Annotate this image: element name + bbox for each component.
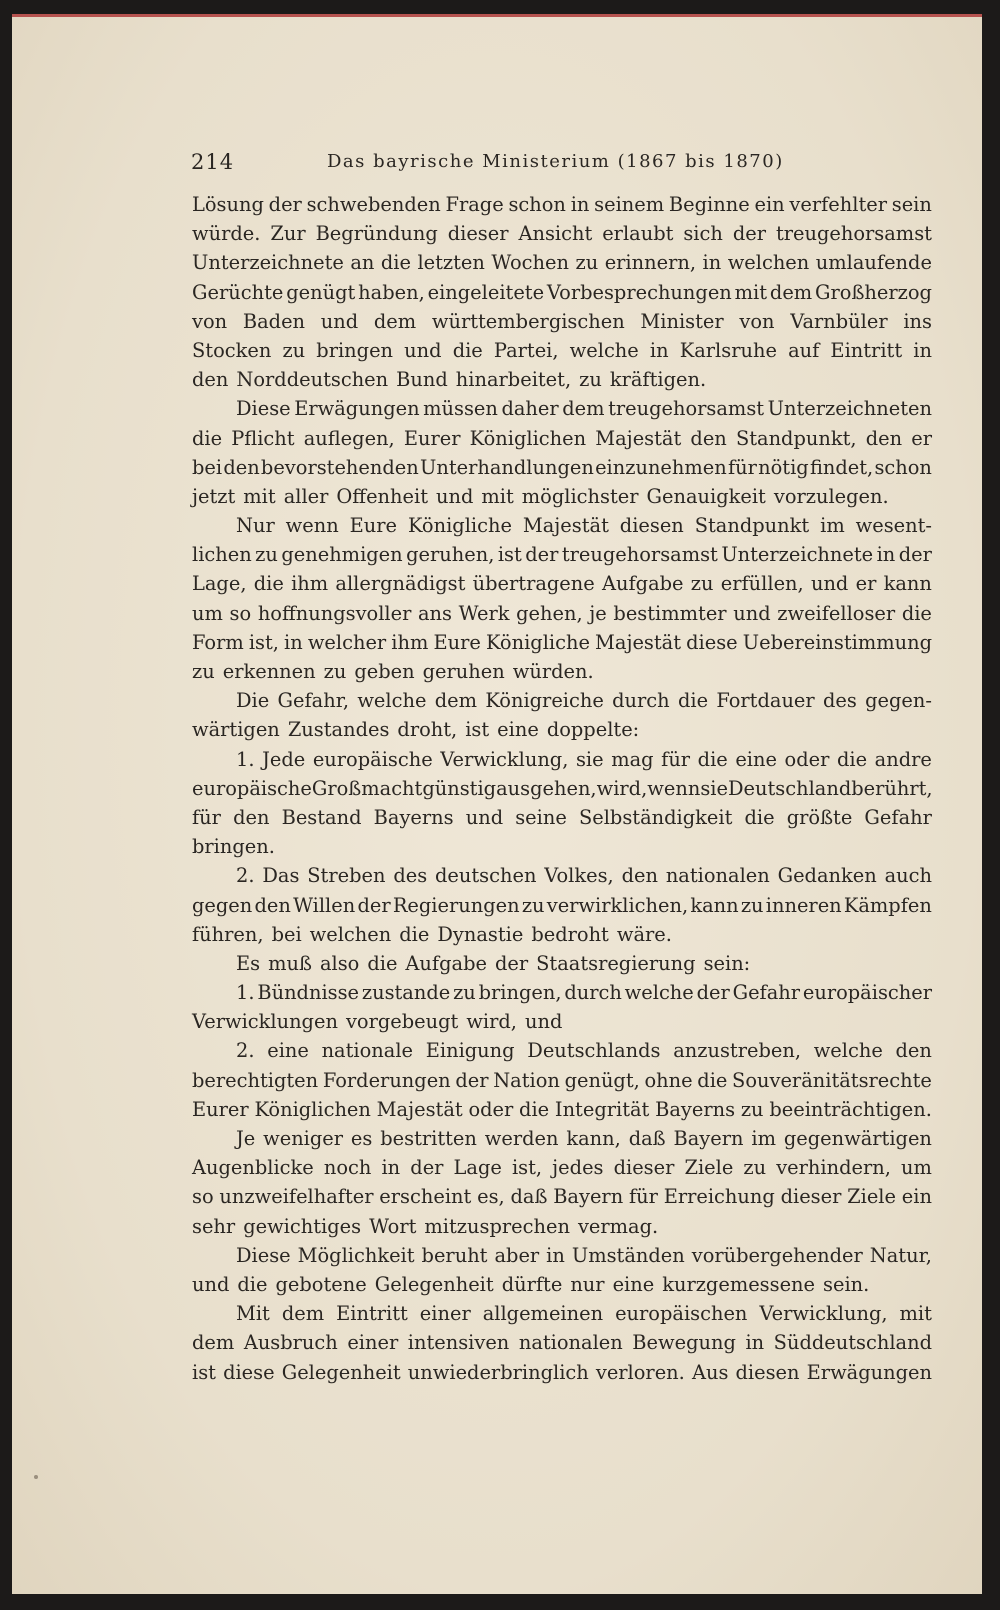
text-line: 2. eine nationale Einigung Deutschlands anzustreben, welche den [236, 1039, 932, 1063]
text-line: europäische Großmacht günstig ausgehen, wird, wenn sie Deutschland berührt, [192, 776, 933, 800]
paper-speck [34, 1475, 38, 1479]
text-line: zu erkennen zu geben geruhen würden. [192, 660, 594, 683]
text-line: Unterzeichnete an die letzten Wochen zu erinnern, in welchen umlaufende [192, 251, 932, 275]
body-text [192, 190, 932, 1387]
text-line: Je weniger es bestritten werden kann, daß Bayern im gegenwärtigen [236, 1127, 932, 1150]
text-line: sehr gewichtiges Wort mitzusprechen vermag. [192, 1214, 659, 1238]
text-line: Lage, die ihm allergnädigst übertragene Aufgabe zu erfüllen, und er kann [192, 572, 932, 596]
text-line: um so hoffnungsvoller ans Werk gehen, je bestimmter und zweifelloser die [192, 601, 932, 625]
page-header [181, 148, 941, 178]
text-line: dem Ausbruch einer intensiven nationalen Bewegung in Süddeutschland [192, 1331, 932, 1355]
text-line: berechtigten Forderungen der Nation genügt, ohne die Souveränitätsrechte [192, 1068, 932, 1092]
text-line: lichen zu genehmigen geruhen, ist der treugehorsamst Unterzeichnete in der [192, 543, 932, 567]
text-line: Form ist, in welcher ihm Eure Königliche Majestät diese Uebereinstimmung [192, 630, 932, 654]
text-line: 1. Jede europäische Verwicklung, sie mag für die eine oder die andre [236, 747, 932, 771]
running-title: Das bayrische Ministerium (1867 bis 1870) [327, 151, 784, 172]
text-line: bei den bevorstehenden Unterhandlungen einzunehmen für nötig findet, schon [192, 455, 932, 479]
page-number: 214 [191, 150, 235, 174]
text-line: gegen den Willen der Regierungen zu verwirklichen, kann zu inneren Kämpfen [192, 893, 932, 917]
text-line: bringen. [192, 835, 275, 859]
text-line: Diese Erwägungen müssen daher dem treugehorsamst Unterzeichneten [236, 397, 932, 421]
text-line: Lösung der schwebenden Frage schon in seinem Beginne ein verfehlter sein [192, 193, 932, 216]
text-line: Eurer Königlichen Majestät oder die Integrität Bayerns zu beeinträchtigen. [192, 1097, 932, 1121]
text-line: führen, bei welchen die Dynastie bedroht wäre. [192, 922, 672, 946]
text-line: jetzt mit aller Offenheit und mit möglichster Genauigkeit vorzulegen. [192, 484, 889, 508]
text-line: Mit dem Eintritt einer allgemeinen europäischen Verwicklung, mit [236, 1302, 932, 1326]
text-line: für den Bestand Bayerns und seine Selbständigkeit die größte Gefahr [192, 805, 932, 829]
text-line: Gerüchte genügt haben, eingeleitete Vorbesprechungen mit dem Großherzog [192, 280, 932, 304]
text-line: Augenblicke noch in der Lage ist, jedes dieser Ziele zu verhindern, um [192, 1156, 932, 1180]
text-line: die Pflicht auflegen, Eurer Königlichen Majestät den Standpunkt, den er [192, 426, 932, 450]
text-line: von Baden und dem württembergischen Minister von Varnbüler ins [192, 309, 932, 333]
text-line: Es muß also die Aufgabe der Staatsregierung sein: [236, 951, 751, 975]
text-line: 1. Bündnisse zustande zu bringen, durch welche der Gefahr europäischer [236, 981, 932, 1005]
text-line: Diese Möglichkeit beruht aber in Umständen vorübergehender Natur, [236, 1243, 932, 1267]
text-line: würde. Zur Begründung dieser Ansicht erlaubt sich der treugehorsamst [192, 222, 932, 246]
text-line: 2. Das Streben des deutschen Volkes, den nationalen Gedanken auch [236, 864, 932, 888]
text-line: so unzweifelhafter erscheint es, daß Bayern für Erreichung dieser Ziele ein [192, 1185, 932, 1209]
text-line: ist diese Gelegenheit unwiederbringlich verloren. Aus diesen Erwägungen [192, 1360, 932, 1384]
text-line: Stocken zu bringen und die Partei, welche in Karlsruhe auf Eintritt in [192, 338, 932, 362]
text-line: und die gebotene Gelegenheit dürfte nur eine kurzgemessene sein. [192, 1272, 870, 1296]
text-line: Verwicklungen vorgebeugt wird, und [192, 1010, 563, 1034]
text-line: den Norddeutschen Bund hinarbeitet, zu kräftigen. [192, 368, 707, 392]
text-line: wärtigen Zustandes droht, ist eine doppelte: [192, 718, 640, 742]
text-line: Die Gefahr, welche dem Königreiche durch die Fortdauer des gegen- [236, 689, 932, 713]
text-line: Nur wenn Eure Königliche Majestät diesen Standpunkt im wesent- [236, 514, 932, 538]
